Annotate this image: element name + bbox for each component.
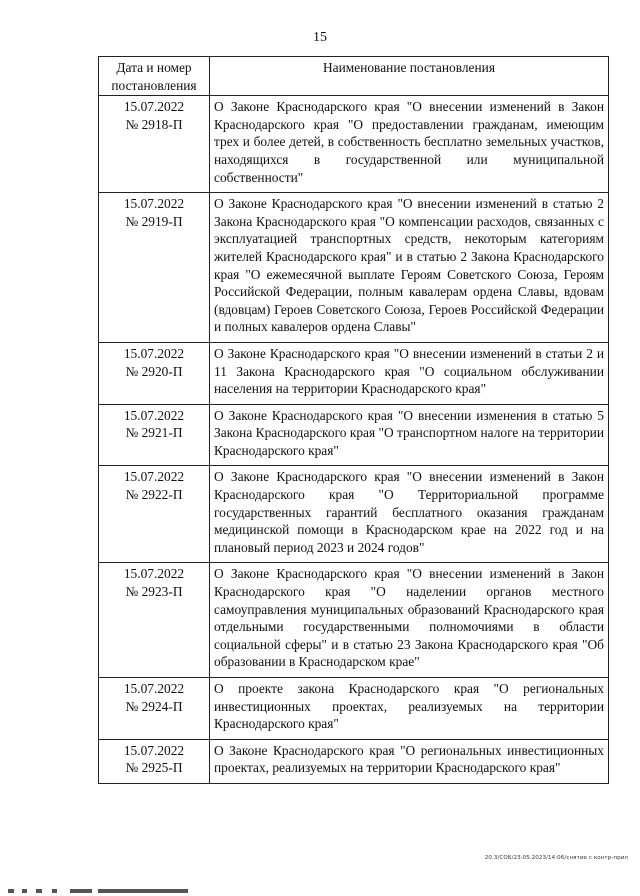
row-title: О Законе Краснодарского края "О внесении изменений в Закон Краснодарского края "О Территориальной программе государственных гарантий бесплатного оказания гражданам медицинской помощи в Краснодарском крае на 2022 год и на плановый период 2023 и 2024 годов": [210, 466, 609, 563]
table-header-row: [99, 57, 609, 96]
row-date-number: [99, 739, 210, 783]
row-number: № 2920-П: [125, 363, 183, 379]
page-number: 15: [313, 30, 327, 45]
row-date: 15.07.2022: [123, 469, 185, 485]
row-date-number: [99, 678, 210, 740]
row-title: О Законе Краснодарского края "О внесении изменения в статью 5 Закона Краснодарского края "О транспортном налоге на территории Краснодарского края": [210, 404, 609, 466]
row-number: № 2922-П: [125, 487, 183, 503]
row-title: О Законе Краснодарского края "О внесении изменений в статьи 2 и 11 Закона Краснодарского края "О социальном обслуживании населения на территории Краснодарского края": [210, 342, 609, 404]
row-number: № 2924-П: [125, 698, 183, 714]
row-date-number: [99, 96, 210, 193]
scan-edge-marks: [0, 886, 190, 896]
row-title: О Законе Краснодарского края "О внесении изменений в Закон Краснодарского края "О предоставлении гражданам, имеющим трех и более детей, в собственность бесплатно земельных участков, находящихся в государственной или муниципальной собственности": [210, 96, 609, 193]
table-row: [99, 678, 609, 740]
table-row: [99, 342, 609, 404]
row-date-number: [99, 466, 210, 563]
table-row: [99, 466, 609, 563]
row-date: 15.07.2022: [123, 407, 185, 423]
decrees-table: [98, 56, 609, 784]
row-date: 15.07.2022: [123, 345, 185, 361]
row-date-number: [99, 193, 210, 343]
row-title: О проекте закона Краснодарского края "О региональных инвестиционных проектах, реализуемых на территории Краснодарского края": [210, 678, 609, 740]
row-date-number: [99, 563, 210, 678]
table-row: [99, 193, 609, 343]
row-date-number: [99, 342, 210, 404]
row-date: 15.07.2022: [123, 196, 185, 212]
row-title: О Законе Краснодарского края "О внесении изменений в Закон Краснодарского края "О наделении органов местного самоуправления муниципальных образований Краснодарского края отдельными государственными полномочиями в области социальной сферы" и в статью 23 Закона Краснодарского края "Об образовании в Краснодарском крае": [210, 563, 609, 678]
table-row: [99, 404, 609, 466]
table-row: [99, 563, 609, 678]
row-date: 15.07.2022: [123, 742, 185, 758]
header-title: Наименование постановления: [210, 57, 609, 96]
header-date-number: Дата и номер постановления: [99, 57, 210, 96]
row-number: № 2918-П: [125, 116, 183, 132]
row-date: 15.07.2022: [123, 681, 185, 696]
table-row: [99, 739, 609, 783]
row-title: О Законе Краснодарского края "О региональных инвестиционных проектах, реализуемых на территории Краснодарского края": [210, 739, 609, 783]
row-date: 15.07.2022: [123, 566, 185, 582]
row-number: № 2919-П: [125, 213, 183, 229]
row-date-number: [99, 404, 210, 466]
row-number: № 2921-П: [125, 425, 183, 441]
document-footer-code: 20.3/СОБ/23.05.2023/14:06/снятие с контр-прил: [484, 855, 628, 861]
row-number: № 2925-П: [125, 760, 183, 776]
row-title: О Законе Краснодарского края "О внесении изменений в статью 2 Закона Краснодарского края "О компенсации расходов, связанных с эксплуатацией транспортных средств, некоторым категориям жителей Краснодарского края" и в статью 2 Закона Краснодарского края "О ежемесячной выплате Героям Советского Союза, Героям Российской Федерации, полным кавалерам ордена Славы, вдовам (вдовцам) Героев Советского Союза, Героев Российской Федерации и полных кавалеров ордена Славы": [210, 193, 609, 343]
table-row: [99, 96, 609, 193]
row-number: № 2923-П: [125, 584, 183, 600]
row-date: 15.07.2022: [123, 99, 185, 115]
